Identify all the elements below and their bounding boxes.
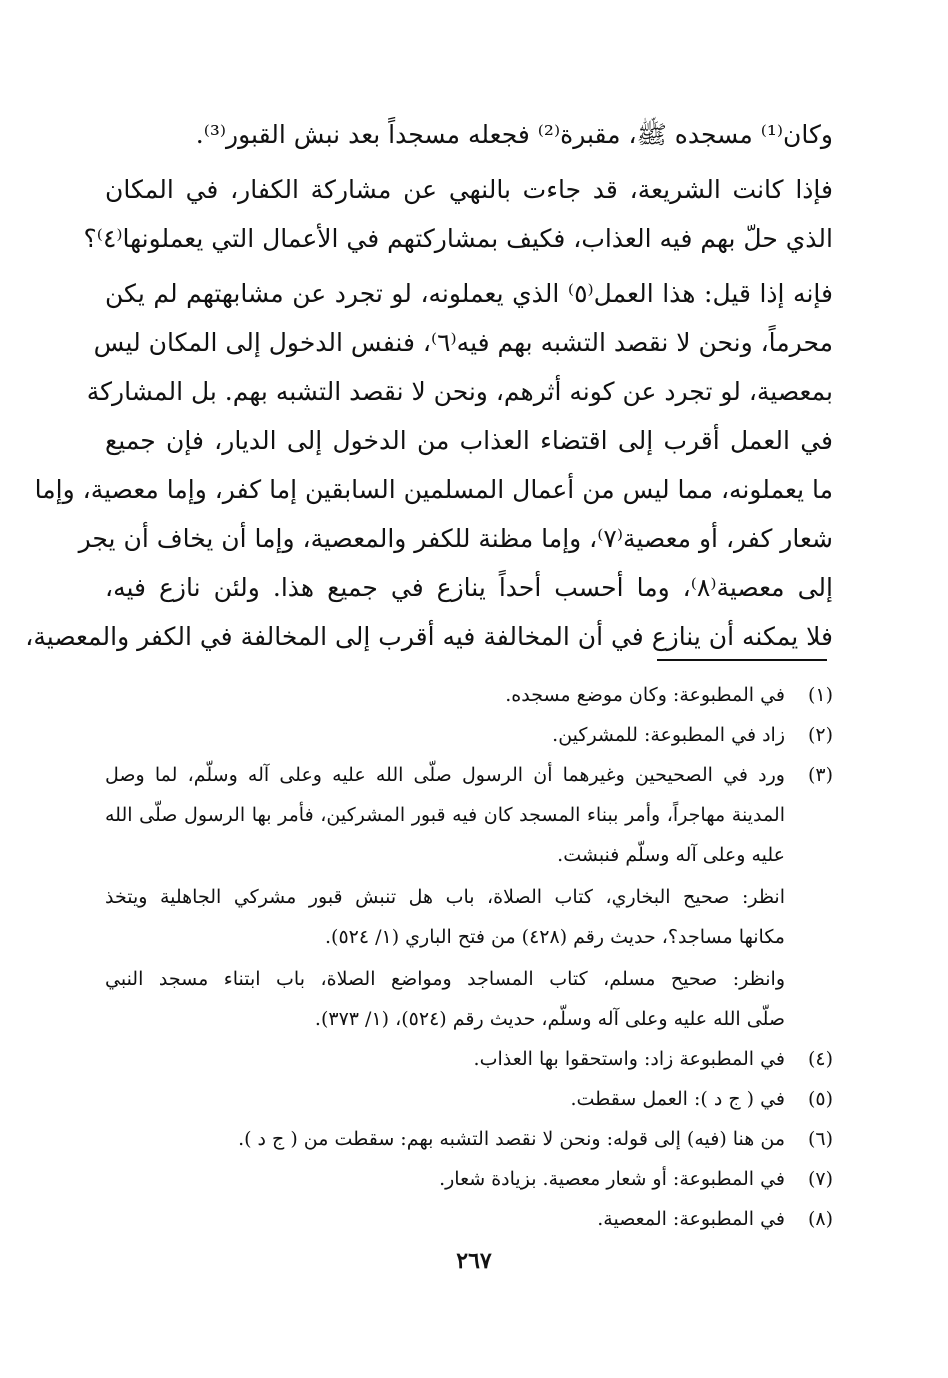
footnote-line: عليه وعلى آله وسلّم فنبشت. xyxy=(557,844,785,866)
text-line: شعار كفر، أو معصية⁽٧⁾، وإما مظنة للكفر والمعصية، وإما أن يخاف أن يجر xyxy=(78,524,833,553)
text-line: بمعصية، لو تجرد عن كونه أثرهم، ونحن لا نقصد التشبه بهم. بل المشاركة xyxy=(86,377,833,406)
footnote-line: المدينة مهاجراً، وأمر ببناء المسجد كان فيه قبور المشركين، فأمر بها الرسول صلّى الله xyxy=(105,804,785,826)
footnote-number: (٢) xyxy=(807,724,833,746)
text-line: وكان⁽¹⁾ مسجده ﷺ، مقبرة⁽²⁾ فجعله مسجداً بعد نبش القبور⁽³⁾. xyxy=(195,120,833,149)
text-line: فلا يمكنه أن ينازع في أن المخالفة فيه أقرب إلى المخالفة في الكفر والمعصية، xyxy=(25,622,833,651)
footnote xyxy=(105,675,833,715)
footnotes xyxy=(105,675,833,1239)
footnote-number: (٧) xyxy=(807,1168,833,1190)
footnote xyxy=(105,1039,833,1079)
footnote-line: في المطبوعة: وكان موضع مسجده. xyxy=(505,684,785,706)
footnote-line: انظر: صحيح البخاري، كتاب الصلاة، باب هل تنبش قبور مشركي الجاهلية ويتخذ xyxy=(105,886,785,908)
text-line: في العمل أقرب إلى اقتضاء العذاب من الدخول إلى الديار، فإن جميع xyxy=(105,426,833,455)
footnote-line: في المطبوعة: أو شعار معصية. بزيادة شعار. xyxy=(439,1168,785,1190)
footnote-number: (٥) xyxy=(807,1088,833,1110)
page-number: ٢٦٧ xyxy=(456,1248,492,1274)
footnote xyxy=(105,1079,833,1119)
main-text xyxy=(25,110,833,661)
footnote-line: في ( ج د ): العمل سقطت. xyxy=(570,1088,785,1110)
footnote xyxy=(105,755,833,1039)
text-line: الذي حلّ بهم فيه العذاب، فكيف بمشاركتهم في الأعمال التي يعملونها⁽٤⁾؟ xyxy=(83,224,833,253)
footnote-line: صلّى الله عليه وعلى آله وسلّم، حديث رقم (٥٢٤)، (١/ ٣٧٣). xyxy=(314,1008,785,1030)
footnote-line: زاد في المطبوعة: للمشركين. xyxy=(552,724,785,746)
text-line: فإنه إذا قيل: هذا العمل⁽٥⁾ الذي يعملونه، لو تجرد عن مشابهتهم لم يكن xyxy=(105,279,833,308)
footnote-number: (٨) xyxy=(807,1208,833,1230)
footnote-line: وانظر: صحيح مسلم، كتاب المساجد ومواضع الصلاة، باب ابتناء مسجد النبي xyxy=(105,968,785,990)
footnote-line: ورد في الصحيحين وغيرهما أن الرسول صلّى الله عليه وعلى آله وسلّم، لما وصل xyxy=(105,764,785,786)
footnote xyxy=(105,1199,833,1239)
footnote-line: من هنا (فيه) إلى قوله: ونحن لا نقصد التشبه بهم: سقطت من ( ج د ). xyxy=(238,1128,785,1150)
footnote-number: (٤) xyxy=(807,1048,833,1070)
footnote-line: مكانها مساجد؟، حديث رقم (٤٢٨) من فتح الباري (١/ ٥٢٤). xyxy=(324,926,785,948)
footnote-line: في المطبوعة زاد: واستحقوا بها العذاب. xyxy=(473,1048,785,1070)
text-line: ما يعملونه، مما ليس من أعمال المسلمين السابقين إما كفر، وإما معصية، وإما xyxy=(34,475,833,504)
text-line: محرماً، ونحن لا نقصد التشبه بهم فيه⁽٦⁾، فنفس الدخول إلى المكان ليس xyxy=(93,328,833,357)
footnote-separator xyxy=(657,659,827,661)
footnote xyxy=(105,715,833,755)
footnote-number: (٦) xyxy=(807,1128,833,1150)
footnote xyxy=(105,1119,833,1159)
footnote xyxy=(105,1159,833,1199)
footnote-line: في المطبوعة: المعصية. xyxy=(597,1208,785,1230)
footnote-number: (١) xyxy=(807,684,833,706)
footnote-number: (٣) xyxy=(807,764,833,786)
text-line: فإذا كانت الشريعة، قد جاءت بالنهي عن مشاركة الكفار، في المكان xyxy=(105,175,833,204)
text-line: إلى معصية⁽٨⁾، وما أحسب أحداً ينازع في جميع هذا. ولئن نازع فيه، xyxy=(105,573,833,602)
